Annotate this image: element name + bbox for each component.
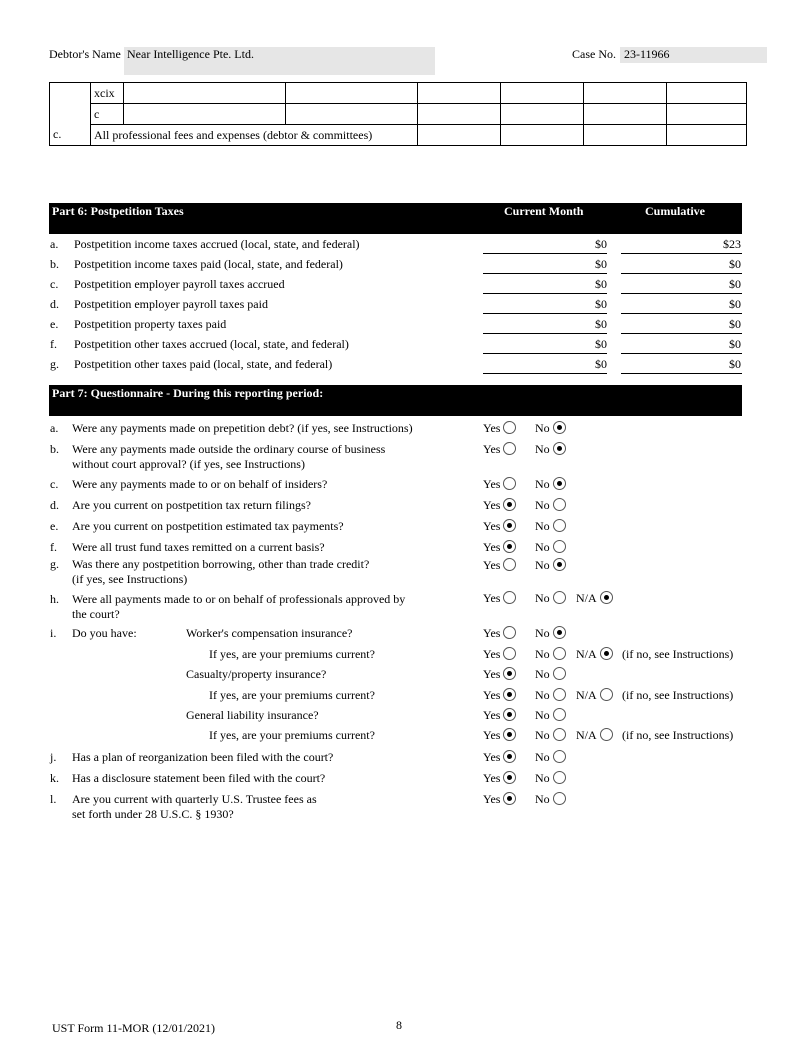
underline (621, 353, 742, 354)
underline (621, 333, 742, 334)
option-yes[interactable] (483, 498, 516, 513)
radio-yes[interactable] (503, 498, 516, 511)
q-text: Were any payments made to or on behalf of insiders? (72, 477, 328, 491)
option-no[interactable] (535, 792, 566, 807)
q-letter: h. (50, 592, 59, 606)
option-label: Yes (483, 792, 501, 806)
q-text: Are you current with quarterly U.S. Trustee fees as (72, 792, 317, 806)
option-yes[interactable] (483, 667, 516, 682)
q-sub-text: If yes, are your premiums current? (209, 647, 375, 661)
option-label: Yes (483, 647, 501, 661)
row-letter: c. (50, 277, 59, 291)
option-label: Yes (483, 540, 501, 554)
option-label: No (535, 591, 550, 605)
q-sub-text: If yes, are your premiums current? (209, 688, 375, 702)
radio-yes[interactable] (503, 647, 516, 660)
radio-no[interactable] (553, 442, 566, 455)
underline (483, 373, 607, 374)
radio-no[interactable] (553, 792, 566, 805)
if-no-note: (if no, see Instructions) (622, 688, 734, 702)
case-number-value: 23-11966 (624, 47, 670, 61)
option-no[interactable] (535, 750, 566, 765)
current-month-header: Current Month (504, 204, 584, 218)
option-label: N/A (576, 647, 597, 661)
option-yes[interactable] (483, 792, 516, 807)
option-label: Yes (483, 667, 501, 681)
q-text: Were all payments made to or on behalf of professionals approved by (72, 592, 406, 606)
cumulative-value: $0 (729, 317, 741, 331)
q-text: Are you current on postpetition tax return filings? (72, 498, 311, 512)
q-sub-text: General liability insurance? (186, 708, 319, 722)
case-number-label: Case No. (572, 47, 616, 61)
cumulative-value: $0 (729, 357, 741, 371)
option-label: No (535, 626, 550, 640)
q-text-line2: without court approval? (if yes, see Instructions) (72, 457, 305, 471)
current-month-value: $0 (595, 237, 607, 251)
option-no[interactable] (535, 540, 566, 555)
option-label: Yes (483, 477, 501, 491)
radio-no[interactable] (553, 688, 566, 701)
underline (483, 313, 607, 314)
current-month-value: $0 (595, 317, 607, 331)
if-no-note: (if no, see Instructions) (622, 728, 734, 742)
option-yes[interactable] (483, 477, 516, 492)
row-label: Postpetition employer payroll taxes paid (74, 297, 268, 311)
q-sub-text: If yes, are your premiums current? (209, 728, 375, 742)
row-label: Postpetition income taxes accrued (local, state, and federal) (74, 237, 360, 251)
option-label: No (535, 667, 550, 681)
table-row (50, 104, 747, 125)
q-text: Are you current on postpetition estimated tax payments? (72, 519, 344, 533)
cumulative-value: $0 (729, 297, 741, 311)
option-no[interactable] (535, 591, 566, 606)
radio-yes[interactable] (503, 771, 516, 784)
form-number: UST Form 11-MOR (12/01/2021) (52, 1021, 216, 1035)
row-label: c (91, 104, 124, 125)
radio-no[interactable] (553, 540, 566, 553)
radio-no[interactable] (553, 771, 566, 784)
option-label: No (535, 442, 550, 456)
q-text: Has a plan of reorganization been filed with the court? (72, 750, 334, 764)
radio-yes[interactable] (503, 421, 516, 434)
radio-na[interactable] (600, 728, 613, 741)
table-row (50, 125, 747, 146)
q-text: Were any payments made on prepetition debt? (if yes, see Instructions) (72, 421, 413, 435)
cumulative-value: $0 (729, 277, 741, 291)
row-letter: a. (50, 237, 59, 251)
option-label: No (535, 498, 550, 512)
option-na[interactable] (576, 647, 613, 662)
q-text-line2: set forth under 28 U.S.C. § 1930? (72, 807, 234, 821)
option-label: Yes (483, 421, 501, 435)
option-label: No (535, 421, 550, 435)
radio-no[interactable] (553, 558, 566, 571)
row-label: Postpetition other taxes accrued (local, state, and federal) (74, 337, 349, 351)
option-yes[interactable] (483, 591, 516, 606)
underline (483, 253, 607, 254)
row-letter: b. (50, 257, 59, 271)
radio-yes[interactable] (503, 750, 516, 763)
if-no-note: (if no, see Instructions) (622, 647, 734, 661)
option-na[interactable] (576, 728, 613, 743)
q-letter: f. (50, 540, 57, 554)
radio-na[interactable] (600, 591, 613, 604)
option-label: Yes (483, 519, 501, 533)
option-yes[interactable] (483, 708, 516, 723)
row-label: xcix (91, 83, 124, 104)
q-letter: g. (50, 557, 59, 571)
q-sub-text: Worker's compensation insurance? (186, 626, 353, 640)
option-label: Yes (483, 442, 501, 456)
q-sub-text: Casualty/property insurance? (186, 667, 327, 681)
option-label: Yes (483, 558, 501, 572)
option-no[interactable] (535, 421, 566, 436)
q-text: Has a disclosure statement been filed with the court? (72, 771, 326, 785)
q-letter: d. (50, 498, 59, 512)
radio-no[interactable] (553, 750, 566, 763)
radio-yes[interactable] (503, 728, 516, 741)
q-text-line2: the court? (72, 607, 120, 621)
radio-na[interactable] (600, 647, 613, 660)
option-label: No (535, 750, 550, 764)
q-letter: b. (50, 442, 59, 456)
option-label: N/A (576, 688, 597, 702)
option-label: No (535, 792, 550, 806)
cumulative-header: Cumulative (645, 204, 705, 218)
table-row (50, 83, 747, 104)
radio-no[interactable] (553, 728, 566, 741)
option-yes[interactable] (483, 421, 516, 436)
radio-no[interactable] (553, 477, 566, 490)
q-text: Were any payments made outside the ordinary course of business (72, 442, 386, 456)
option-label: N/A (576, 728, 597, 742)
option-no[interactable] (535, 771, 566, 786)
current-month-value: $0 (595, 357, 607, 371)
option-label: No (535, 540, 550, 554)
underline (483, 353, 607, 354)
option-yes[interactable] (483, 750, 516, 765)
radio-yes[interactable] (503, 792, 516, 805)
option-no[interactable] (535, 498, 566, 513)
option-yes[interactable] (483, 442, 516, 457)
row-letter: c. (50, 125, 91, 146)
professional-fees-table (49, 82, 747, 146)
debtor-name-label: Debtor's Name (49, 47, 121, 61)
current-month-value: $0 (595, 257, 607, 271)
q-letter: a. (50, 421, 59, 435)
option-label: No (535, 477, 550, 491)
option-no[interactable] (535, 442, 566, 457)
cumulative-value: $23 (723, 237, 741, 251)
option-no[interactable] (535, 477, 566, 492)
option-no[interactable] (535, 688, 566, 703)
option-label: Yes (483, 626, 501, 640)
q-text: Were all trust fund taxes remitted on a current basis? (72, 540, 325, 554)
radio-no[interactable] (553, 667, 566, 680)
row-label: Postpetition property taxes paid (74, 317, 227, 331)
part7-header (49, 385, 742, 416)
radio-yes[interactable] (503, 519, 516, 532)
part6-header (49, 203, 742, 234)
option-label: No (535, 558, 550, 572)
q-text: Was there any postpetition borrowing, other than trade credit? (72, 557, 370, 571)
q-text-line2: (if yes, see Instructions) (72, 572, 188, 586)
radio-yes[interactable] (503, 591, 516, 604)
part6-title: Part 6: Postpetition Taxes (52, 204, 184, 218)
option-label: Yes (483, 750, 501, 764)
option-label: Yes (483, 728, 501, 742)
radio-no[interactable] (553, 421, 566, 434)
option-label: No (535, 771, 550, 785)
underline (621, 373, 742, 374)
radio-no[interactable] (553, 519, 566, 532)
q-letter: e. (50, 519, 59, 533)
underline (621, 293, 742, 294)
option-yes[interactable] (483, 688, 516, 703)
option-na[interactable] (576, 591, 613, 606)
radio-no[interactable] (553, 626, 566, 639)
option-label: Yes (483, 498, 501, 512)
q-letter: k. (50, 771, 59, 785)
option-label: No (535, 728, 550, 742)
radio-yes[interactable] (503, 688, 516, 701)
option-no[interactable] (535, 708, 566, 723)
row-letter: f. (50, 337, 57, 351)
underline (621, 313, 742, 314)
radio-yes[interactable] (503, 540, 516, 553)
radio-yes[interactable] (503, 442, 516, 455)
row-label: Postpetition other taxes paid (local, state, and federal) (74, 357, 333, 371)
cumulative-value: $0 (729, 337, 741, 351)
radio-no[interactable] (553, 498, 566, 511)
row-letter: d. (50, 297, 59, 311)
option-yes[interactable] (483, 771, 516, 786)
option-yes[interactable] (483, 519, 516, 534)
row-label: Postpetition employer payroll taxes accrued (74, 277, 285, 291)
row-letter: e. (50, 317, 59, 331)
option-no[interactable] (535, 558, 566, 573)
option-yes[interactable] (483, 558, 516, 573)
q-letter: c. (50, 477, 59, 491)
radio-no[interactable] (553, 591, 566, 604)
option-label: No (535, 647, 550, 661)
option-na[interactable] (576, 688, 613, 703)
q-text: Do you have: (72, 626, 137, 640)
option-yes[interactable] (483, 540, 516, 555)
page-number: 8 (396, 1018, 402, 1032)
radio-na[interactable] (600, 688, 613, 701)
option-label: No (535, 708, 550, 722)
option-yes[interactable] (483, 626, 516, 641)
row-letter: g. (50, 357, 59, 371)
underline (483, 273, 607, 274)
option-label: N/A (576, 591, 597, 605)
option-label: Yes (483, 688, 501, 702)
current-month-value: $0 (595, 277, 607, 291)
option-label: No (535, 688, 550, 702)
radio-yes[interactable] (503, 667, 516, 680)
radio-yes[interactable] (503, 558, 516, 571)
option-label: Yes (483, 771, 501, 785)
underline (621, 253, 742, 254)
q-letter: l. (50, 792, 57, 806)
underline (483, 333, 607, 334)
row-label: All professional fees and expenses (debtor & committees) (91, 125, 418, 146)
radio-yes[interactable] (503, 708, 516, 721)
current-month-value: $0 (595, 297, 607, 311)
radio-yes[interactable] (503, 626, 516, 639)
option-no[interactable] (535, 728, 566, 743)
option-label: Yes (483, 591, 501, 605)
option-no[interactable] (535, 647, 566, 662)
option-yes[interactable] (483, 647, 516, 662)
radio-yes[interactable] (503, 477, 516, 490)
cumulative-value: $0 (729, 257, 741, 271)
underline (483, 293, 607, 294)
q-letter: i. (50, 626, 57, 640)
underline (621, 273, 742, 274)
radio-no[interactable] (553, 708, 566, 721)
debtor-name-value: Near Intelligence Pte. Ltd. (127, 47, 254, 61)
option-label: Yes (483, 708, 501, 722)
row-label: Postpetition income taxes paid (local, state, and federal) (74, 257, 343, 271)
option-no[interactable] (535, 626, 566, 641)
option-no[interactable] (535, 519, 566, 534)
radio-no[interactable] (553, 647, 566, 660)
option-label: No (535, 519, 550, 533)
part7-title: Part 7: Questionnaire - During this reporting period: (52, 386, 324, 400)
current-month-value: $0 (595, 337, 607, 351)
option-no[interactable] (535, 667, 566, 682)
q-letter: j. (50, 750, 57, 764)
option-yes[interactable] (483, 728, 516, 743)
